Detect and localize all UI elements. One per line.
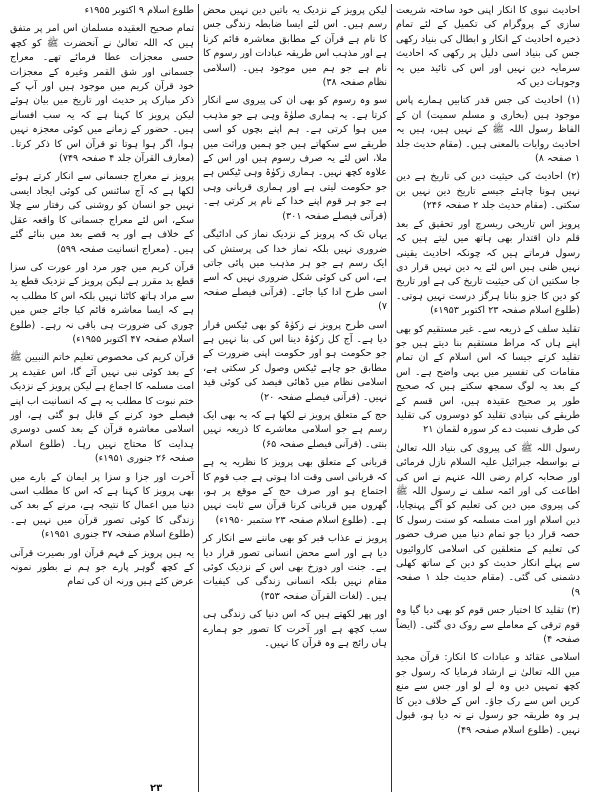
paragraph: لیکن پرویز کے نزدیک یہ باتیں دین نہیں محض رسم ہیں۔ اس لئے ایسا ضابطہ زندگی جس کا نام ہے قرآن کے مطابق معاشرہ قائم کرنا ہے اور مذہب اس طریقہ عبادات اور رسوم کا نام ہے جو ہم میں موجود ہیں۔ (اسلامی نظام صفحہ ۳۸) <box>202 5 387 89</box>
paragraph: قربانی کے متعلق بھی پرویز کا نظریہ یہ ہے کہ قربانی اسی وقت ادا ہوتی ہے جب قوم کا اجتماع ہو اور صرف حج کے موقع پر ہو، گھروں میں قربانی کرنا قرآن سے ثابت نہیں ہے۔ (طلوع اسلام صفحہ ۲۳ ستمبر ۱۹۵۰ء) <box>202 457 387 526</box>
paragraph: حج کے متعلق پرویز نے لکھا ہے کہ یہ بھی ایک رسم ہے جو اسلامی معاشرے کا ذریعہ نہیں بنتی۔ (قرآنی فیصلے صفحہ ۶۵) <box>202 409 387 450</box>
paragraph: اسلامی عقائد و عبادات کا انکار: قرآن مجید میں اللہ تعالیٰ نے ارشاد فرمایا کہ رسول جو کچھ تمہیں دیں وہ لے لو اور جس سے منع کریں اس سے رک جاؤ۔ اس کے خلاف دین کا ہر وہ طریقہ جو رسول نے نہ دیا ہو، قبول نہیں۔ (طلوع اسلام صفحہ ۴۹) <box>395 652 580 736</box>
paragraph: تمام صحیح العقیدہ مسلمان اس امر پر متفق ہیں کہ اللہ تعالیٰ نے آنحضرت ﷺ کو کچھ حسی معجزات عطا فرمائے تھے۔ معراج جسمانی اور شق القمر وغیرہ کے معجزات خود قرآن کریم میں موجود ہیں اور آپ کے ذکر مبارک پر حدیث اور تاریخ میں بیان ہوئے لیکن پرویز کا کہنا ہے کہ یہ سب افسانے ہیں۔ حضور کے زمانے میں کوئی معجزہ نہیں ہوا، اگر ہوا ہوتا تو قرآن اس کا ذکر کرتا۔ (معارف القرآن جلد ۴ صفحہ ۷۴۹) <box>9 23 194 165</box>
column-middle <box>199 4 391 792</box>
paragraph: تقلید سلف کے ذریعہ سے۔ غیر مستقیم کو بھی اپنے ہاں کہ مراط مستقیم بنا دیتے ہیں جو تقلید کرتے جیسا کہ اس اسلام کے ان تمام مقامات کی تفسیر میں یہی واضح ہے۔ اس کے بعد یہ لوگ سمجھ سکتے ہیں کہ صحیح طور پر صحیح عقیدہ ہیں، اس قسم کے طریقے کی بنیادی تقلید کو دوسروں کی تقلید کی طرف نسبت دے کر سورہ لقمان ۲۱ <box>395 323 580 436</box>
paragraph: طلوع اسلام ۹ اکتوبر ۱۹۵۵ء <box>84 5 194 16</box>
paragraph: (۲) احادیث کی حیثیت دین کی تاریخ ہے دین نہیں ہونا چاہئے جیسے تاریخ دین نہیں بن سکتی۔ (مقام حدیث جلد ۲ صفحہ ۲۴۶) <box>395 171 580 212</box>
paragraph: پرویز نے معراج جسمانی سے انکار کرتے ہوئے لکھا ہے کہ آج سائنس کی کوئی ایجاد ایسی نہیں جو انسان کو روشنی کی رفتار سے چلا سکے، اس لئے معراج جسمانی کا واقعہ عقل کے خلاف ہے اور یہ قصے بعد میں بنائے گئے ہیں۔ (معراج انسانیت صفحہ ۵۹۹) <box>9 171 194 255</box>
column-right <box>392 4 584 792</box>
page-number: ۲۳ <box>150 783 163 794</box>
column-divider <box>391 4 392 792</box>
paragraph: پرویز اس تاریخی ریسرچ اور تحقیق کے بعد قلم دان اقتدار بھی ہاتھ میں لیتے ہیں کہ رسول فرماتے ہیں کہ چونکہ احادیث یقینی نہیں ظنی ہیں اس لئے یہ دین نہیں قرار دی جا سکتیں ان کی حیثیت تاریخ کی ہے اور تاریخ کو دین کا جزو بنانا ہرگز درست نہیں ہوتی۔ (طلوع اسلام صفحہ ۲۳ اکتوبر ۱۹۵۳ء) <box>395 218 580 317</box>
paragraph: اسی طرح پرویز نے زکوٰۃ کو بھی ٹیکس قرار دیا ہے۔ آج کل زکوٰۃ دینا اس کی بنا نہیں ہے جو حکومت ہو اور حکومت اپنی ضرورت کے مطابق جو چاہے ٹیکس وصول کر سکتی ہے، اسلامی نظام میں ڈھائی فیصد کی کوئی قید نہیں۔ (قرآنی فیصلے صفحہ ۲۰) <box>202 319 387 403</box>
paragraph: پرویز نے عذاب قبر کو بھی ماننے سے انکار کر دیا ہے اور اسے محض انسانی تصور قرار دیا ہے۔ جنت اور دوزخ بھی اس کے نزدیک کوئی مقام نہیں بلکہ انسانی زندگی کی کیفیات ہیں۔ (لغات القرآن صفحہ ۳۵۳) <box>202 533 387 602</box>
paragraph: (۱) احادیث کی جس قدر کتابیں ہمارے پاس موجود ہیں (بخاری و مسلم سمیت) ان کے الفاظ رسول اللہ ﷺ کے نہیں ہیں، ہیں یہ احادیث روایات بالمعنی ہیں۔ (مقام حدیث جلد ۱ صفحہ ۸) <box>395 95 580 165</box>
paragraph: آخرت اور جزا و سزا پر ایمان کے بارے میں بھی پرویز کا کہنا ہے کہ اس کا مطلب اسی دنیا میں اعمال کا نتیجہ ہے، مرنے کے بعد کی زندگی کا کوئی تصور قرآن میں نہیں ہے۔ (طلوع اسلام صفحہ ۳۷ جنوری ۱۹۵۱ء) <box>9 471 194 541</box>
text-columns <box>6 4 584 792</box>
paragraph: یہاں تک کہ پرویز کے نزدیک نماز کی ادائیگی ضروری نہیں بلکہ نماز خدا کی پرستش کی ایک رسم ہے جو ہر مذہب میں پائی جاتی ہے، اس کی کوئی شکل ضروری نہیں کہ اسے اسی طرح ادا کیا جائے۔ (قرآنی فیصلے صفحہ ۷) <box>202 229 387 313</box>
paragraph: اور پھر لکھتے ہیں کہ اس دنیا کی زندگی ہی سب کچھ ہے اور آخرت کا تصور جو ہمارے ہاں رائج ہے وہ قرآن کا نہیں۔ <box>202 609 387 650</box>
paragraph: یہ ہیں پرویز کے فہم قرآن اور بصیرت قرآنی کے کچھ گوہر پارے جو ہم نے بطور نمونہ عرض کئے ہیں ورنہ ان کی تمام <box>9 547 194 588</box>
column-left <box>6 4 198 792</box>
paragraph: احادیث نبوی کا انکار اپنی خود ساختہ شریعت سازی کے پروگرام کی تکمیل کے لئے تمام ذخیرہ احادیث کے انکار و ابطال کی بنیاد رکھی جس کی بنیاد اسی دلیل پر رکھی کہ احادیث سرمایہ دین نہیں اور اس کی تائید میں یہ وجوہات دیں کہ <box>395 5 580 89</box>
column-divider <box>198 4 199 792</box>
paragraph: رسول اللہ ﷺ کی پیروی کی بنیاد اللہ تعالیٰ نے بواسطہ جبرائیل علیہ السلام نازل فرمائی اور صحابہ کرام رضی اللہ عنہم نے اس کی اطاعت کی اور ائمہ سلف نے رسول اللہ ﷺ کی پیروی میں دین کی تعلیم کو آگے پہنچایا، دین اسلام اور امت مسلمہ کو سنت رسول کا حصہ قرار دیا جو تمام دنیا میں صرف حضور کی تعلیم کے متعلقین کی اسلامی کاروائیوں سے پہلے انکار حدیث کو دین کے ساتھ کھلی دشمنی کی گئی۔ (مقام حدیث جلد ۱ صفحہ ۹) <box>395 442 580 598</box>
paragraph: سو وہ رسوم کو بھی ان کی پیروی سے انکار کرتا ہے۔ یہ ہماری صلوٰۃ وہی ہے جو مذہب میں ہوا کرتی ہے۔ ہم اپنے بچوں کو اسی طریقے سے سکھاتے ہیں جو ہمیں وراثت میں ملا، اس لئے یہ صرف رسوم ہیں اور اس کے علاوہ کچھ نہیں۔ ہماری زکوٰۃ وہی ٹیکس ہے جو حکومت لیتی ہے اور ہماری قربانی وہی ہے جو ہر قوم اپنے خدا کے نام پر کرتی ہے۔ (قرآنی فیصلے صفحہ ۳۰۱) <box>202 95 387 222</box>
paragraph: قرآن کریم میں چور مرد اور عورت کی سزا قطع ید مقرر ہے لیکن پرویز کے نزدیک قطع ید سے مراد ہاتھ کاٹنا نہیں بلکہ اس کا مطلب یہ ہے کہ ایسا معاشرہ قائم کیا جائے جس میں چوری کی ضرورت ہی باقی نہ رہے۔ (طلوع اسلام صفحہ ۴۷ اکتوبر ۱۹۵۵ء) <box>9 261 194 345</box>
paragraph: (۳) تقلید کا اختیار جس قوم کو بھی دیا گیا وہ قوم ترقی کے معاملے سے روک دی گئی۔ (ایضاً صفحہ ۴) <box>395 605 580 646</box>
paragraph: قرآن کریم کی مخصوص تعلیم خاتم النبیین ﷺ کے بعد کوئی نبی نہیں آئے گا، اس عقیدے پر امت مسلمہ کا اجماع ہے لیکن پرویز کے نزدیک ختم نبوت کا مطلب یہ ہے کہ انسانیت اب اپنے فیصلے خود کرنے کے قابل ہو گئی ہے، اور اسلامی معاشرہ قرآن کے بعد کسی دوسری ہدایت کا محتاج نہیں رہا۔ (طلوع اسلام صفحہ ۲۶ جنوری ۱۹۵۱ء) <box>9 352 194 465</box>
